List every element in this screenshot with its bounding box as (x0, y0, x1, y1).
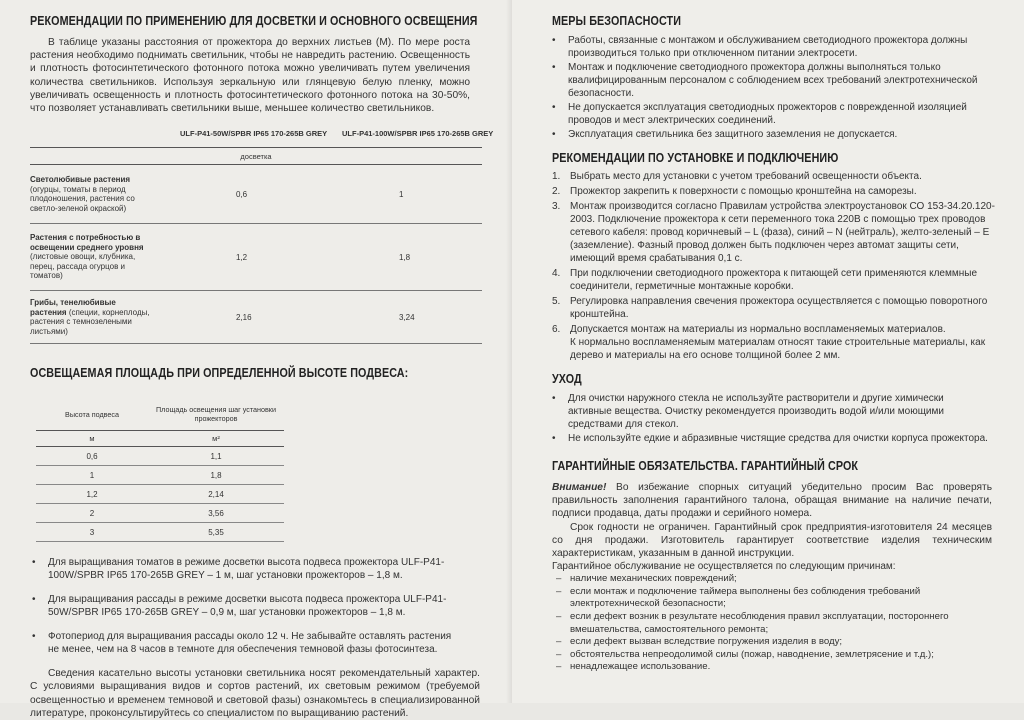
list-item (30, 556, 460, 582)
list-item (552, 101, 988, 127)
bullet-icon: • (552, 129, 556, 140)
model-headers (30, 129, 492, 143)
step-number: 2. (552, 186, 561, 197)
warranty-title: ГАРАНТИЙНЫЕ ОБЯЗАТЕЛЬСТВА. ГАРАНТИЙНЫЙ СРОК (552, 459, 859, 473)
height-cell: 3 (36, 523, 148, 542)
value-50w: 0,6 (150, 165, 397, 224)
unit-row (36, 431, 284, 447)
height-cell: 2 (36, 504, 148, 523)
list-item (552, 61, 988, 100)
list-item (552, 323, 995, 336)
step-number: 6. (552, 324, 561, 335)
crop-desc: (листовые овощи, клубника, перец, рассада огурцов и томатов) (30, 252, 136, 281)
dash-icon: – (556, 661, 562, 673)
lighting-recommendations-title: РЕКОМЕНДАЦИИ ПО ПРИМЕНЕНИЮ ДЛЯ ДОСВЕТКИ И ОСНОВНОГО ОСВЕЩЕНИЯ (30, 14, 478, 28)
list-item-text: если дефект вызван вследствие погружения изделия в воду; (570, 636, 843, 648)
unit-height: м (36, 431, 148, 447)
list-item (552, 392, 988, 431)
dash-icon: – (556, 636, 562, 648)
value-50w: 1,2 (150, 224, 397, 291)
table-row (36, 485, 284, 504)
step-number: 5. (552, 296, 561, 307)
care-title: УХОД (552, 372, 582, 386)
list-item-text: Фотопериод для выращивания рассады около 12 ч. Не забывайте оставлять растения не менее, чем на 8 часов в темноте для обеспечения темновой фазы фотосинтеза. (48, 631, 452, 656)
bullet-icon: • (552, 102, 556, 113)
list-item (552, 185, 995, 198)
left-page (0, 0, 512, 719)
not-covered-heading: Гарантийное обслуживание не осуществляется по следующим причинам: (552, 561, 896, 573)
list-item-text: Регулировка направления свечения прожектора осуществляется с помощью поворотного кронштейна. (570, 296, 988, 320)
table-row (36, 504, 284, 523)
unit-area: м² (148, 431, 284, 447)
area-cell: 1,8 (148, 466, 284, 485)
height-cell: 1,2 (36, 485, 148, 504)
list-item (552, 649, 995, 662)
warranty-warning (552, 481, 992, 521)
area-cell: 5,35 (148, 523, 284, 542)
table-header-row (30, 148, 482, 165)
distance-table (30, 147, 482, 344)
table-row (36, 523, 284, 542)
list-item (30, 630, 460, 656)
list-item (552, 170, 995, 183)
bullet-icon: • (552, 35, 556, 46)
list-item (552, 661, 995, 674)
dash-icon: – (556, 648, 562, 660)
list-item-text: Для очистки наружного стекла не используйте растворители и другие химически активные вещества. Очистку рекомендуется производить водой и/или моющими средствами для стекол. (568, 393, 944, 430)
crop-cell (30, 165, 150, 224)
list-item-text: При подключении светодиодного прожектора к питающей сети применяются клеммные соединители, герметичные монтажные коробки. (570, 268, 978, 292)
list-item (552, 34, 988, 60)
crop-name: Растения с потребностью в освещении среднего уровня (30, 233, 144, 252)
list-item (552, 267, 995, 293)
list-item-text: ненадлежащее использование. (570, 661, 711, 673)
list-item-text: Для выращивания рассады в режиме досветки высота подвеса прожектора ULF-P41-50W/SPBR IP65 170-265В GREY – 0,9 м, шаг установки прожекторов – 1,8 м. (48, 594, 447, 619)
list-item-text: Для выращивания томатов в режиме досветки высота подвеса прожектора ULF-P41-100W/SPBR IP65 170-265В GREY – 1 м, шаг установки прожекторов – 1,8 м. (48, 557, 445, 582)
value-100w: 3,24 (397, 291, 482, 344)
height-cell: 1 (36, 466, 148, 485)
table-row (30, 291, 482, 344)
dash-icon: – (556, 585, 562, 597)
area-table (36, 398, 284, 542)
bullet-icon: • (552, 62, 556, 73)
height-head: Высота подвеса (65, 409, 119, 419)
crop-cell (30, 291, 150, 344)
warning-text: Во избежание спорных ситуаций убедительно просим Вас проверять правильность заполнения гарантийного талона, обращая внимание на наличие печати, подписи продавца, даты продажи и серийного номера. (552, 482, 992, 520)
list-item-text: если дефект возник в результате несоблюдения правил эксплуатации, постороннего вмешательства, самостоятельного ремонта; (570, 611, 949, 635)
list-item (30, 593, 460, 619)
model-50w-label: ULF-P41-50W/SPBR IP65 170-265В GREY (180, 129, 328, 139)
list-item-text: Не используйте едкие и абразивные чистящие средства для очистки корпуса прожектора. (568, 433, 988, 444)
list-item-text: Монтаж производится согласно Правилам устройства электроустановок СО 153-34.20.120-2003. Подключение прожектора к сети переменного тока 220В с помощью трех проводов сетевого кабеля: провод коричневый – L (фаза), синий – N (нейтраль), желто-зеленый – E (заземление). Фазный провод должен быть подключен через автомат защиты сети, имеющий время срабатывания 0,1 с. (570, 201, 995, 264)
crop-name: Светолюбивые растения (30, 175, 131, 185)
list-item-text: Работы, связанные с монтажом и обслуживанием светодиодного прожектора должны производиться только при отключенном питании электросети. (568, 35, 968, 59)
value-50w: 2,16 (150, 291, 397, 344)
list-item (552, 432, 988, 445)
dash-icon: – (556, 611, 562, 622)
right-page (512, 0, 1024, 703)
area-title: ОСВЕЩАЕМАЯ ПЛОЩАДЬ ПРИ ОПРЕДЕЛЕННОЙ ВЫСОТЕ ПОДВЕСА: (30, 366, 409, 381)
list-item-text: Допускается монтаж на материалы из нормально воспламеняемых материалов. (570, 324, 946, 335)
list-item (552, 128, 988, 141)
area-cell: 2,14 (148, 485, 284, 504)
exclusions-list (552, 573, 1000, 674)
value-100w: 1,8 (397, 224, 482, 291)
list-item (552, 295, 995, 321)
bullet-icon: • (552, 393, 556, 404)
step-number: 3. (552, 201, 561, 212)
list-item (552, 636, 995, 649)
bullet-icon: • (32, 631, 36, 643)
safety-list (552, 34, 1000, 141)
list-item-text: Эксплуатация светильника без защитного заземления не допускается. (568, 129, 898, 140)
table-row (30, 165, 482, 224)
list-item-text: Прожектор закрепить к поверхности с помощью кронштейна на саморезы. (570, 186, 917, 197)
safety-title: МЕРЫ БЕЗОПАСНОСТИ (552, 14, 682, 28)
list-item-text: наличие механических повреждений; (570, 573, 737, 585)
list-item-text: Не допускается эксплуатация светодиодных прожекторов с поврежденной изоляцией проводов и мест электрических соединений. (568, 102, 967, 126)
crop-desc: (специи, корнеплоды, растения с темнозелеными листьями) (30, 307, 150, 336)
crop-desc: (огурцы, томаты в период плодоношения, растения со светло-зеленой окраской) (30, 184, 135, 213)
bullet-icon: • (32, 557, 36, 569)
step-number: 1. (552, 171, 561, 182)
table-row (30, 224, 482, 291)
list-item (552, 200, 995, 265)
area-cell: 3,56 (148, 504, 284, 523)
install-steps (552, 170, 1000, 336)
list-item-text: обстоятельства непреодолимой силы (пожар, наводнение, землетрясение и т.д.); (570, 648, 934, 660)
list-item (552, 573, 995, 586)
height-cell: 0,6 (36, 447, 148, 466)
model-100w-label: ULF-P41-100W/SPBR IP65 170-265В GREY (342, 129, 494, 139)
bullet-icon: • (552, 433, 556, 444)
value-100w: 1 (397, 165, 482, 224)
list-item (552, 586, 995, 611)
area-cell: 1,1 (148, 447, 284, 466)
list-item-text: Выбрать место для установки с учетом требований освещенности объекта. (570, 171, 922, 182)
list-item-text: если монтаж и подключение таймера выполнены без соблюдения требований электротехнической безопасности; (570, 585, 921, 610)
height-note: Сведения касательно высоты установки светильника носят рекомендательный характер. С условиями выращивания видов и сортов растений, их световым режимом (требуемой освещенностью и временем темновой и световой фазы) ознакомьтесь в специализированной литературе, проконсультируйтесь со специалистом по выращиванию растений. (30, 668, 480, 719)
dash-icon: – (556, 573, 562, 585)
bullet-icon: • (32, 594, 36, 606)
list-item-text: Монтаж и подключение светодиодного прожектора должны выполняться только квалифицированным персоналом с соблюдением всех требований электротехнической безопасности. (568, 62, 978, 99)
area-head-row (36, 398, 284, 431)
table-row (36, 447, 284, 466)
table-row (36, 466, 284, 485)
warranty-term: Срок годности не ограничен. Гарантийный срок предприятия-изготовителя 24 месяцев со дня продажи. Изготовитель гарантирует соответствие изделия техническим характеристикам, указанным в данной инструкции. (552, 521, 992, 560)
install-extra-text: К нормально воспламеняемым материалам относят такие строительные материалы, как дерево и материалы на его основе толщиной более 2 мм. (570, 337, 986, 361)
table-header-cell: досветка (30, 148, 482, 165)
step-number: 4. (552, 268, 561, 279)
list-item (552, 611, 995, 636)
crop-cell (30, 224, 150, 291)
lighting-recommendations-text: В таблице указаны расстояния от прожектора до верхних листьев (М). По мере роста растения необходимо поднимать светильник, чтобы не навредить растению. Освещенность и плотность фотосинтетического фотонного потока можно увеличивать путем увеличения количества светильников. Используя зеркальную или глянцевую белую пленку, можно увеличивать освещенность и плотность фотосинтетического фотонного потока на 30-50%, что позволяет устанавливать светильники выше, меньшее количество светильников. (30, 37, 470, 115)
area-head: Площадь освещения шаг установки прожекторов (156, 405, 276, 424)
crop-name: Грибы, тенелюбивые растения (30, 298, 116, 317)
install-title: РЕКОМЕНДАЦИИ ПО УСТАНОВКЕ И ПОДКЛЮЧЕНИЮ (552, 151, 839, 165)
warning-label: Внимание! (552, 482, 607, 493)
care-list (552, 392, 1000, 445)
growing-tips-list (30, 556, 460, 656)
